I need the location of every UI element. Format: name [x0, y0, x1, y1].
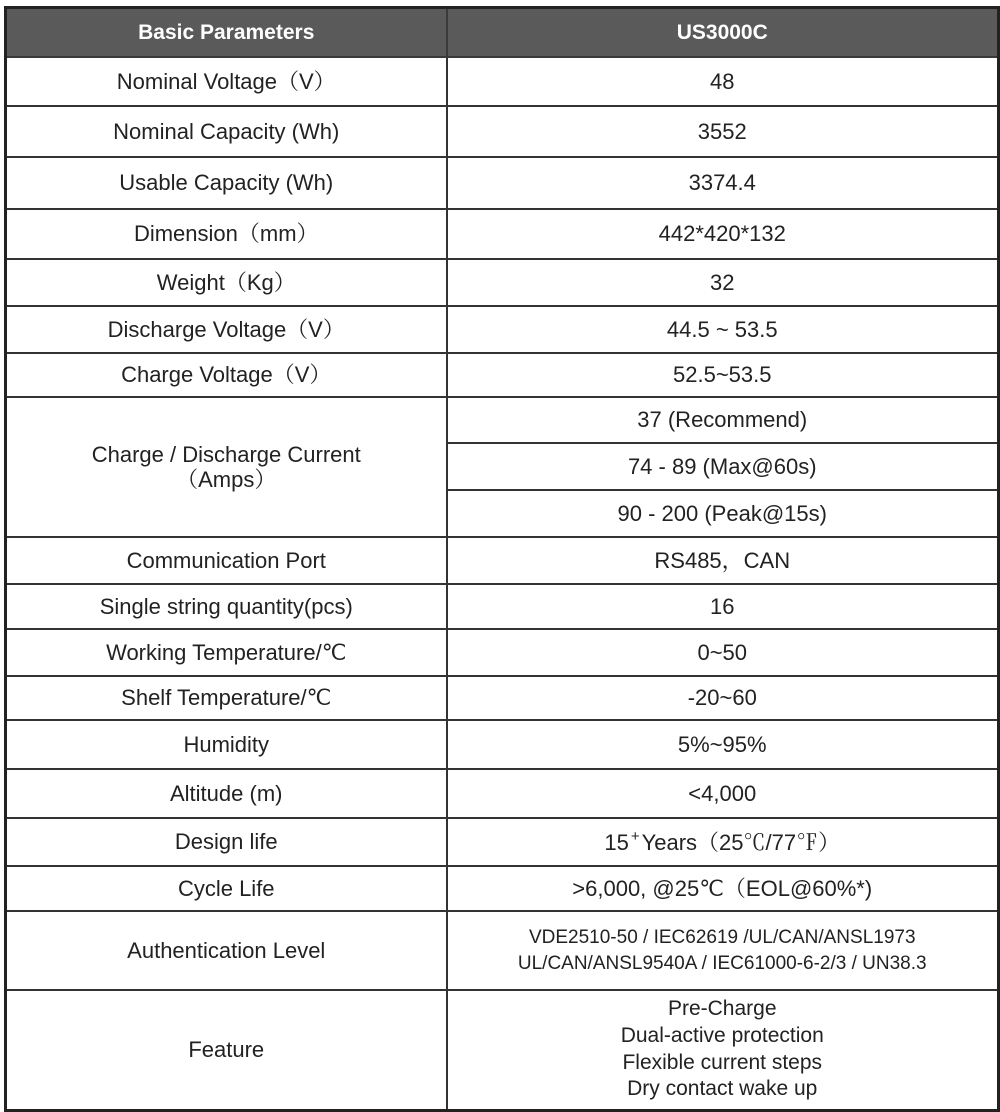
param-label: Dimension（mm） — [6, 209, 447, 259]
param-value: 90 - 200 (Peak@15s) — [447, 490, 999, 537]
row-shelf-temperature — [6, 676, 999, 720]
param-label: Single string quantity(pcs) — [6, 584, 447, 629]
row-humidity — [6, 720, 999, 769]
param-value: 44.5 ~ 53.5 — [447, 306, 999, 353]
param-value: 3374.4 — [447, 157, 999, 209]
value-line: Pre-Charge — [667, 997, 777, 1021]
param-label: Shelf Temperature/℃ — [6, 676, 447, 720]
row-discharge-voltage — [6, 306, 999, 353]
row-single-string-quantity — [6, 584, 999, 629]
value-line: VDE2510-50 / IEC62619 /UL/CAN/ANSL1973 — [528, 926, 916, 948]
header-model: US3000C — [447, 8, 999, 58]
param-value: -20~60 — [447, 676, 999, 720]
param-value — [447, 818, 999, 866]
param-label: Weight（Kg） — [6, 259, 447, 306]
param-label: Usable Capacity (Wh) — [6, 157, 447, 209]
param-value: 52.5~53.5 — [447, 353, 999, 397]
param-value: 442*420*132 — [447, 209, 999, 259]
param-value: >6,000, @25℃（EOL@60%*) — [447, 866, 999, 911]
row-working-temperature — [6, 629, 999, 676]
param-label: Design life — [6, 818, 447, 866]
param-label: Feature — [6, 990, 447, 1110]
value-line: Flexible current steps — [622, 1050, 823, 1074]
row-cycle-life — [6, 866, 999, 911]
design-life-unit: Years（25℃/77℉） — [641, 830, 841, 856]
design-life-number: 15 — [604, 830, 629, 856]
row-altitude — [6, 769, 999, 818]
param-value: 3552 — [447, 106, 999, 157]
row-usable-capacity — [6, 157, 999, 209]
param-value: RS485，CAN — [447, 537, 999, 584]
header-basic-parameters: Basic Parameters — [6, 8, 447, 58]
param-value: 16 — [447, 584, 999, 629]
param-label — [6, 397, 447, 537]
param-label: Charge Voltage（V） — [6, 353, 447, 397]
param-value: 0~50 — [447, 629, 999, 676]
param-label: Discharge Voltage（V） — [6, 306, 447, 353]
row-nominal-voltage — [6, 57, 999, 106]
param-value: 32 — [447, 259, 999, 306]
param-value: 5%~95% — [447, 720, 999, 769]
row-communication-port — [6, 537, 999, 584]
param-label: Humidity — [6, 720, 447, 769]
row-charge-discharge-current — [6, 397, 999, 443]
row-dimension — [6, 209, 999, 259]
param-label: Nominal Voltage（V） — [6, 57, 447, 106]
spec-table — [4, 6, 1000, 1112]
param-label: Communication Port — [6, 537, 447, 584]
row-weight — [6, 259, 999, 306]
value-line: Dual-active protection — [620, 1024, 824, 1048]
row-feature — [6, 990, 999, 1110]
design-life-plus: + — [630, 828, 640, 846]
param-label: Cycle Life — [6, 866, 447, 911]
param-label-line: （Amps） — [176, 467, 277, 492]
param-value: <4,000 — [447, 769, 999, 818]
param-label-line: Charge / Discharge Current — [91, 441, 361, 467]
header-row — [6, 8, 999, 58]
param-value: 74 - 89 (Max@60s) — [447, 443, 999, 490]
param-label: Working Temperature/℃ — [6, 629, 447, 676]
param-value — [447, 911, 999, 990]
param-label: Altitude (m) — [6, 769, 447, 818]
row-charge-voltage — [6, 353, 999, 397]
row-nominal-capacity — [6, 106, 999, 157]
value-line: Dry contact wake up — [627, 1077, 818, 1101]
param-value: 37 (Recommend) — [447, 397, 999, 443]
param-label: Authentication Level — [6, 911, 447, 990]
row-design-life — [6, 818, 999, 866]
param-value: 48 — [447, 57, 999, 106]
param-value — [447, 990, 999, 1110]
value-line: UL/CAN/ANSL9540A / IEC61000-6-2/3 / UN38.3 — [517, 952, 927, 974]
param-label: Nominal Capacity (Wh) — [6, 106, 447, 157]
row-authentication-level — [6, 911, 999, 990]
